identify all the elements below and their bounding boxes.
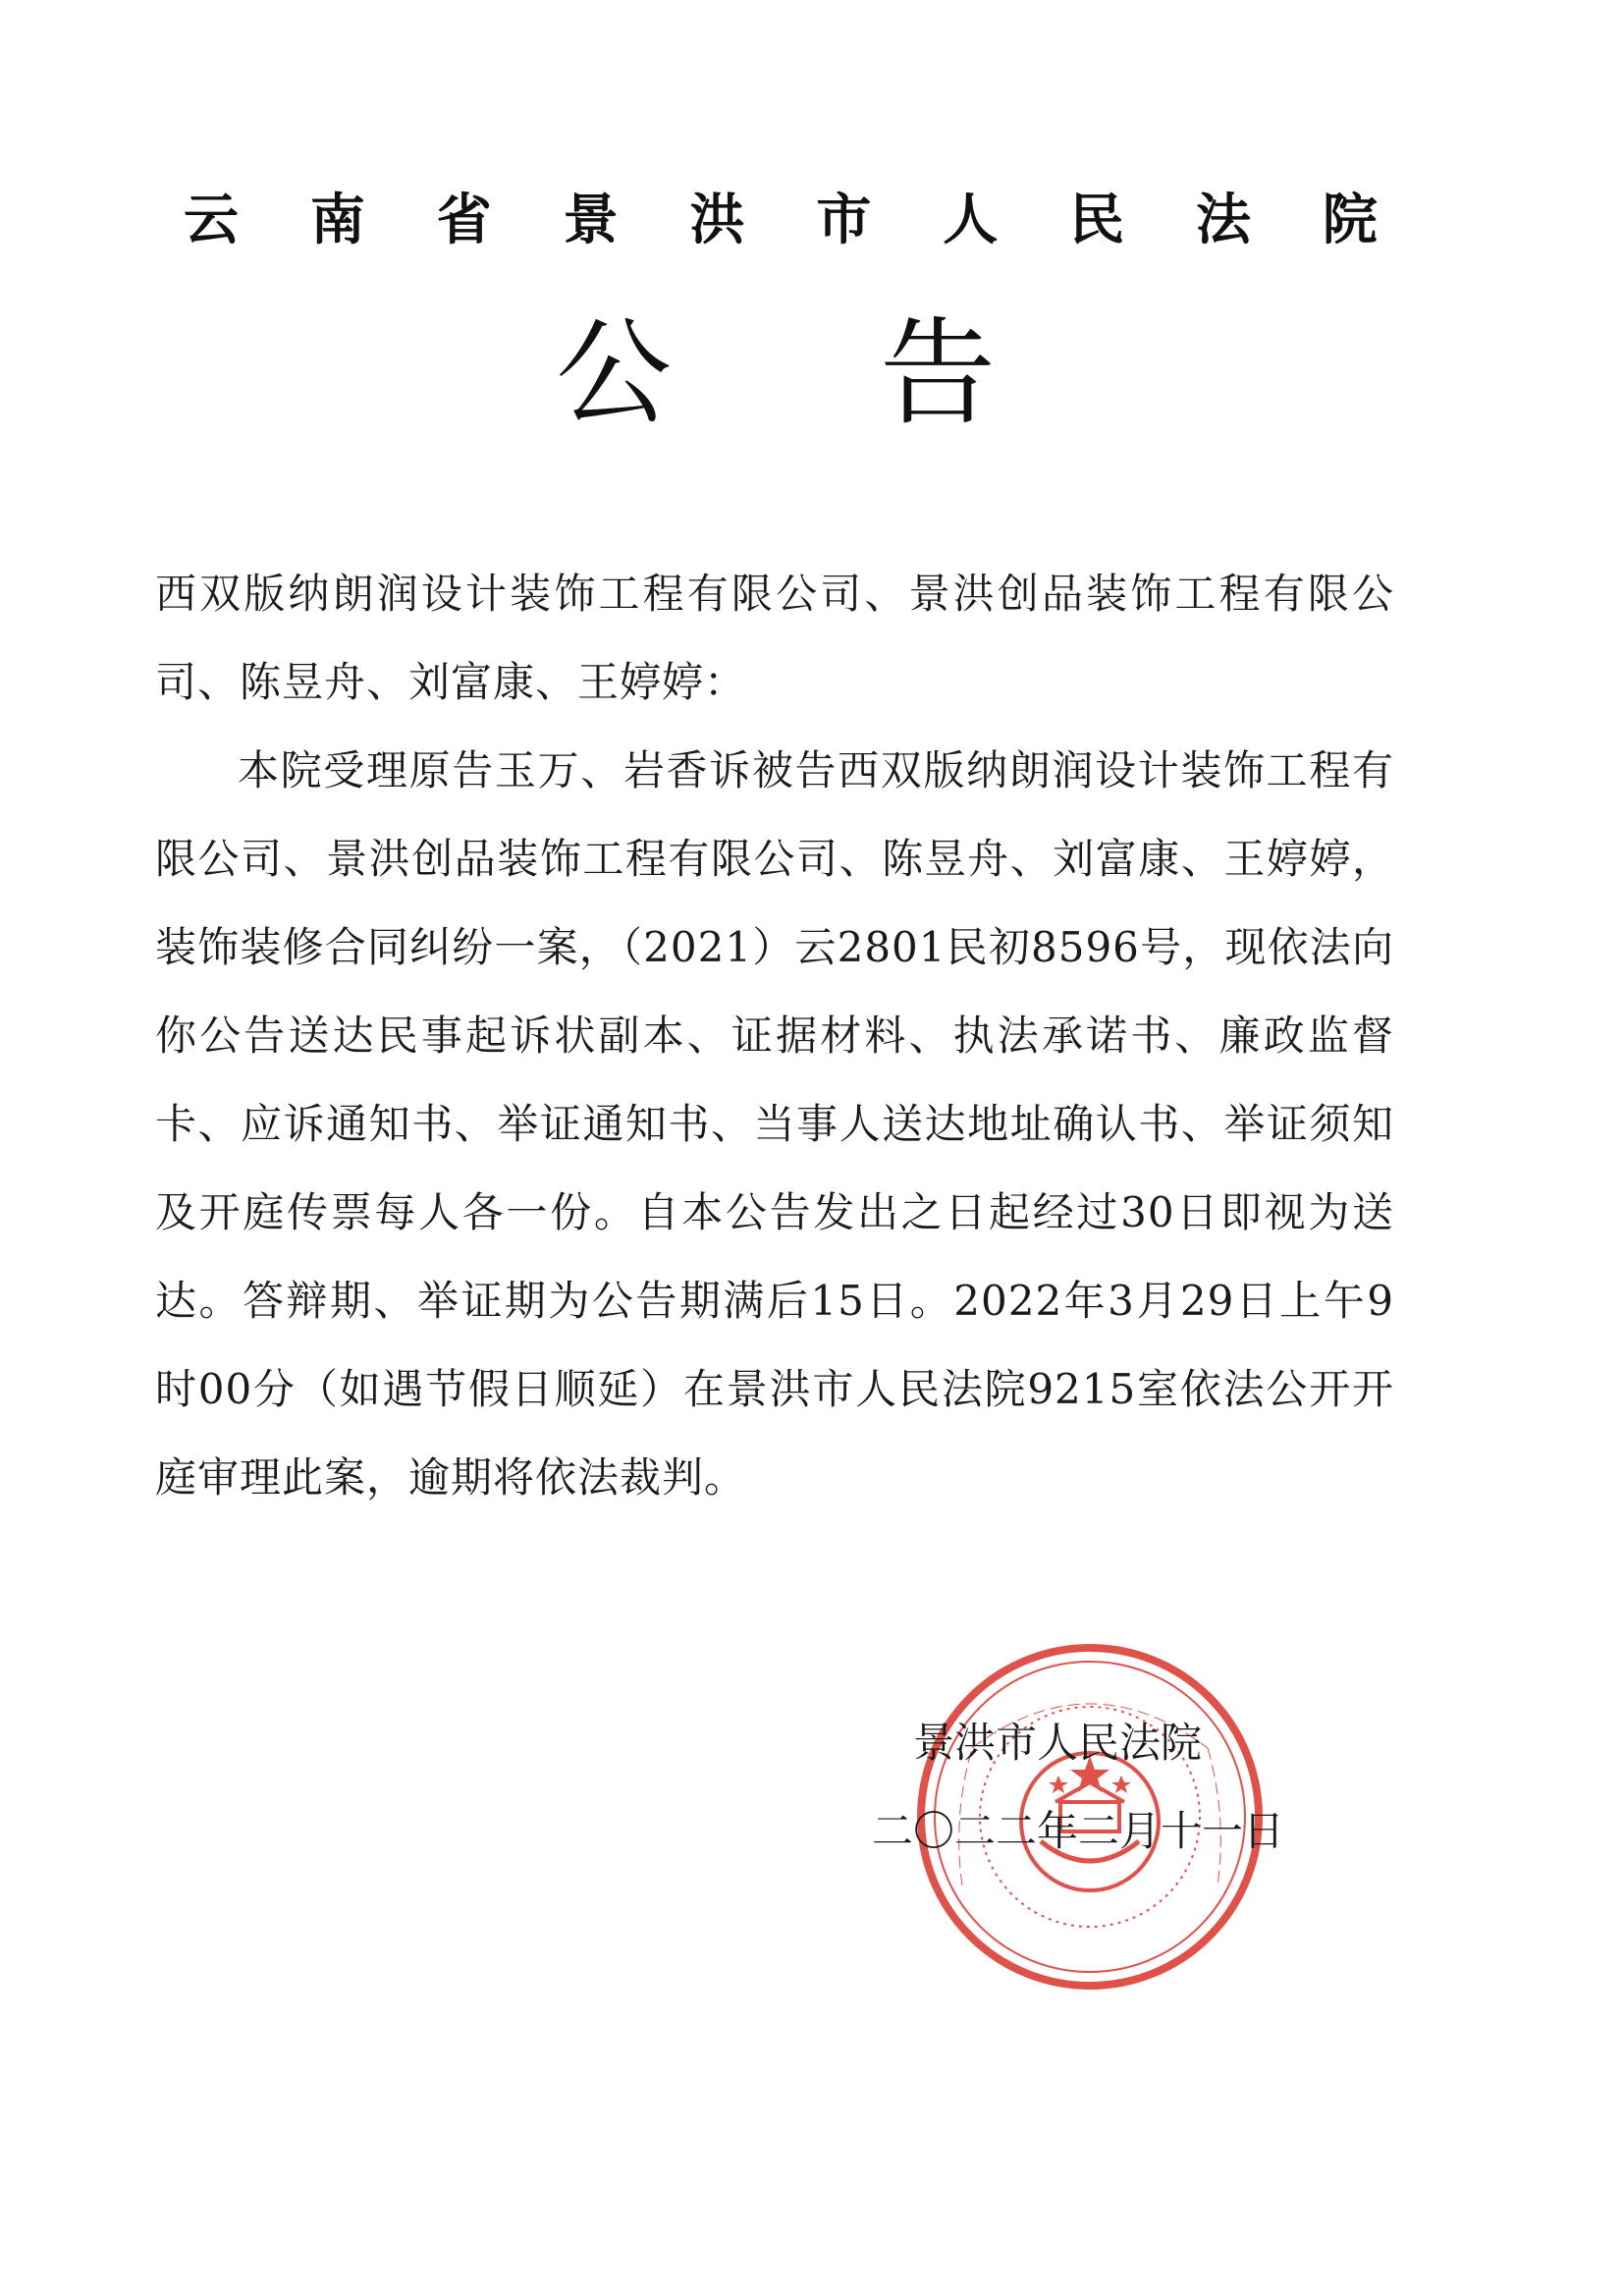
notice-title-char: 告 [879,305,996,441]
addressee-paragraph: 西双版纳朗润设计装饰工程有限公司、景洪创品装饰工程有限公司、陈昱舟、刘富康、王婷婷： [155,570,1394,706]
notice-body [155,550,1394,1522]
court-name-char: 人 [943,188,999,252]
signature-block [844,1699,1355,1876]
signature-court: 景洪市人民法院 [913,1719,1203,1767]
court-name-char: 南 [309,188,365,252]
notice-title [550,295,1001,441]
notice-title-char: 公 [555,305,672,441]
court-name-char: 法 [1196,188,1251,252]
court-name-char: 洪 [689,188,745,252]
court-name-char: 民 [1069,188,1125,252]
court-name-char: 景 [563,188,619,252]
content-paragraph: 本院受理原告玉万、岩香诉被告西双版纳朗润设计装饰工程有限公司、景洪创品装饰工程有限公司、陈昱舟、刘富康、王婷婷，装饰装修合同纠纷一案，（2021）云2801民初8596号，现依法向你公告送达民事起诉状副本、证据材料、执法承诺书、廉政监督卡、应诉通知书、举证通知书、当事人送达地址确认书、举证须知及开庭传票每人各一份。自本公告发出之日起经过30日即视为送达。答辩期、举证期为公告期满后15日。2022年3月29日上午9时00分（如遇节假日顺延）在景洪市人民法院9215室依法公开开庭审理此案，逾期将依法裁判。 [155,746,1394,1502]
signature-date: 二〇二二年二月十一日 [872,1807,1285,1855]
court-name-heading [177,177,1384,255]
court-name-char: 云 [184,188,239,252]
court-name-char: 市 [816,188,872,252]
court-name-char: 省 [436,188,492,252]
court-name-char: 院 [1322,188,1378,252]
